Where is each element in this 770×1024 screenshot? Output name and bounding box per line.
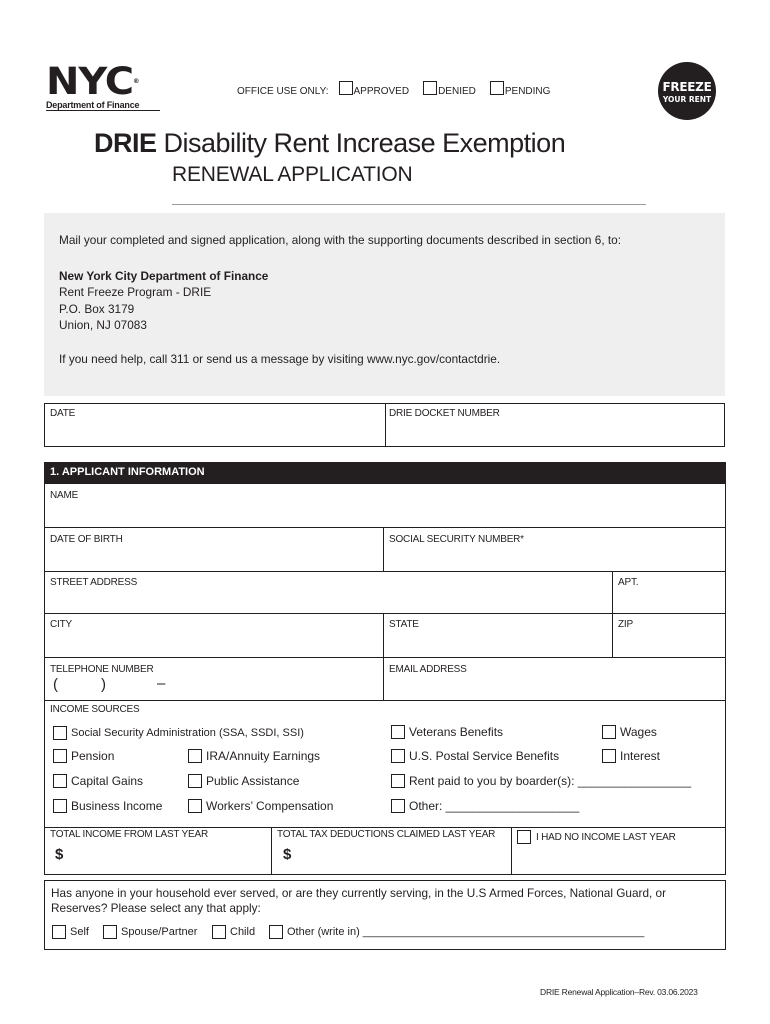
mailing-instructions (44, 213, 725, 396)
military-other-checkbox[interactable] (269, 925, 283, 939)
total-income-label: TOTAL INCOME FROM LAST YEAR (50, 829, 208, 840)
office-fields-box (44, 403, 725, 447)
date-of-birth-field[interactable] (45, 528, 384, 571)
income-capital-gains-label: Capital Gains (71, 774, 144, 788)
state-label: STATE (389, 619, 419, 630)
no-income-area (511, 827, 724, 874)
apt-field[interactable] (614, 572, 725, 613)
logo-department-name: Department of Finance (46, 100, 140, 110)
denied-checkbox[interactable] (423, 81, 437, 95)
income-ira-option[interactable] (188, 749, 320, 763)
income-boarder-checkbox[interactable] (391, 774, 405, 788)
phone-close-paren: ) (101, 676, 106, 693)
instructions-intro: Mail your completed and signed application, along with the supporting documents described in section 6, to: (59, 233, 621, 247)
approved-label: APPROVED (353, 85, 410, 97)
income-boarder-label: Rent paid to you by boarder(s): _________________ (409, 774, 692, 788)
income-boarder-option[interactable] (391, 774, 691, 788)
income-veterans-option[interactable] (391, 725, 503, 739)
military-spouse-option[interactable] (103, 925, 197, 939)
page-title (94, 128, 565, 159)
date-label: DATE (50, 408, 76, 419)
city-state-zip-row (45, 614, 725, 658)
military-spouse-label: Spouse/Partner (121, 926, 198, 938)
income-workers-comp-option[interactable] (188, 799, 333, 813)
address-name: New York City Department of Finance (59, 268, 269, 283)
income-interest-checkbox[interactable] (602, 749, 616, 763)
income-sources-label: INCOME SOURCES (50, 704, 140, 715)
income-ssa-checkbox[interactable] (53, 726, 67, 740)
income-totals-row (44, 827, 726, 875)
street-address-label: STREET ADDRESS (50, 577, 138, 588)
income-sources-area (45, 701, 725, 828)
title-acronym: DRIE (94, 128, 157, 158)
military-spouse-checkbox[interactable] (103, 925, 117, 939)
total-tax-field[interactable] (273, 827, 513, 874)
military-question: Has anyone in your household ever served, or are they currently serving, in the U.S Armed Forces, National Guard, or Reserves? Please select any that apply: (51, 886, 667, 915)
address-line-1: Rent Freeze Program - DRIE (59, 285, 212, 299)
pending-label: PENDING (504, 85, 551, 97)
docket-number-field[interactable] (386, 416, 724, 446)
revision-footer: DRIE Renewal Application–Rev. 03.06.2023 (540, 987, 698, 997)
telephone-field[interactable] (45, 658, 384, 700)
email-field[interactable] (385, 658, 725, 700)
state-field[interactable] (385, 614, 613, 657)
military-child-label: Child (230, 926, 256, 938)
income-other-option[interactable] (391, 799, 579, 813)
city-label: CITY (50, 619, 72, 630)
income-capital-gains-option[interactable] (53, 774, 143, 788)
income-ira-checkbox[interactable] (188, 749, 202, 763)
office-use-label: OFFICE USE ONLY: (237, 85, 329, 97)
military-other-option[interactable] (269, 925, 644, 939)
ssn-label: SOCIAL SECURITY NUMBER* (389, 534, 524, 545)
apt-label: APT. (618, 577, 639, 588)
total-tax-currency: $ (283, 846, 292, 863)
income-veterans-label: Veterans Benefits (409, 725, 504, 739)
income-wages-option[interactable] (602, 725, 657, 739)
docket-number-label: DRIE DOCKET NUMBER (389, 408, 500, 419)
approved-checkbox[interactable] (339, 81, 353, 95)
income-business-checkbox[interactable] (53, 799, 67, 813)
section-heading: 1. APPLICANT INFORMATION (45, 463, 725, 484)
income-public-assistance-label: Public Assistance (206, 774, 300, 788)
name-field[interactable] (45, 484, 725, 528)
no-income-label: I HAD NO INCOME LAST YEAR (536, 831, 676, 843)
income-veterans-checkbox[interactable] (391, 725, 405, 739)
income-workers-comp-label: Workers’ Compensation (206, 799, 334, 813)
income-interest-option[interactable] (602, 749, 660, 763)
title-full-name: Disability Rent Increase Exemption (163, 128, 566, 158)
income-wages-checkbox[interactable] (602, 725, 616, 739)
help-text: If you need help, call 311 or send us a message by visiting www.nyc.gov/contactdrie. (59, 351, 501, 366)
freeze-your-rent-badge (658, 62, 716, 120)
address-line-3: Union, NJ 07083 (59, 318, 147, 332)
income-business-label: Business Income (71, 799, 163, 813)
address-line-2: P.O. Box 3179 (59, 301, 135, 316)
city-field[interactable] (45, 614, 384, 657)
total-income-currency: $ (55, 846, 64, 863)
income-other-checkbox[interactable] (391, 799, 405, 813)
pending-checkbox[interactable] (490, 81, 504, 95)
income-public-assistance-option[interactable] (188, 774, 299, 788)
dob-ssn-row (45, 528, 725, 572)
zip-label: ZIP (618, 619, 633, 630)
date-field[interactable] (45, 416, 384, 446)
income-capital-gains-checkbox[interactable] (53, 774, 67, 788)
badge-line-2: YOUR RENT (662, 95, 712, 104)
military-other-label: Other (write in) ______________________________________________ (287, 926, 645, 938)
military-self-label: Self (70, 926, 89, 938)
logo-wordmark: NYC® (46, 60, 139, 103)
income-postal-checkbox[interactable] (391, 749, 405, 763)
no-income-checkbox[interactable] (517, 830, 531, 844)
dob-label: DATE OF BIRTH (50, 534, 123, 545)
street-address-field[interactable] (45, 572, 613, 613)
phone-email-row (45, 658, 725, 701)
income-postal-option[interactable] (391, 749, 559, 763)
street-apt-row (45, 572, 725, 614)
zip-field[interactable] (614, 614, 725, 657)
logo-divider (46, 110, 160, 111)
email-label: EMAIL ADDRESS (389, 664, 467, 675)
military-self-option[interactable] (52, 925, 89, 939)
telephone-label: TELEPHONE NUMBER (50, 664, 154, 675)
income-ira-label: IRA/Annuity Earnings (206, 749, 321, 763)
income-business-option[interactable] (53, 799, 162, 813)
office-use-only (237, 84, 554, 98)
page-subtitle: RENEWAL APPLICATION (172, 163, 413, 186)
phone-dash: – (157, 675, 166, 692)
income-wages-label: Wages (620, 725, 657, 739)
income-ssa-label: Social Security Administration (SSA, SSDI, SSI) (71, 727, 304, 739)
income-interest-label: Interest (620, 749, 661, 763)
ssn-field[interactable] (385, 528, 725, 571)
income-pension-label: Pension (71, 749, 115, 763)
denied-label: DENIED (438, 85, 476, 97)
no-income-option[interactable] (517, 830, 676, 844)
military-child-option[interactable] (212, 925, 255, 939)
title-divider (172, 204, 646, 205)
military-child-checkbox[interactable] (212, 925, 226, 939)
military-self-checkbox[interactable] (52, 925, 66, 939)
applicant-information-section (44, 462, 726, 828)
military-service-box (44, 880, 726, 950)
income-public-assistance-checkbox[interactable] (188, 774, 202, 788)
income-workers-comp-checkbox[interactable] (188, 799, 202, 813)
name-label: NAME (50, 490, 79, 501)
income-pension-checkbox[interactable] (53, 749, 67, 763)
income-pension-option[interactable] (53, 749, 114, 763)
income-postal-label: U.S. Postal Service Benefits (409, 749, 560, 763)
nyc-dof-logo (46, 60, 162, 110)
income-other-label: Other: ____________________ (409, 799, 580, 813)
total-tax-label: TOTAL TAX DEDUCTIONS CLAIMED LAST YEAR (277, 829, 496, 840)
total-income-field[interactable] (45, 827, 272, 874)
phone-open-paren: ( (53, 676, 58, 693)
badge-line-1: FREEZE (662, 80, 712, 94)
income-ssa-option[interactable] (53, 726, 304, 740)
